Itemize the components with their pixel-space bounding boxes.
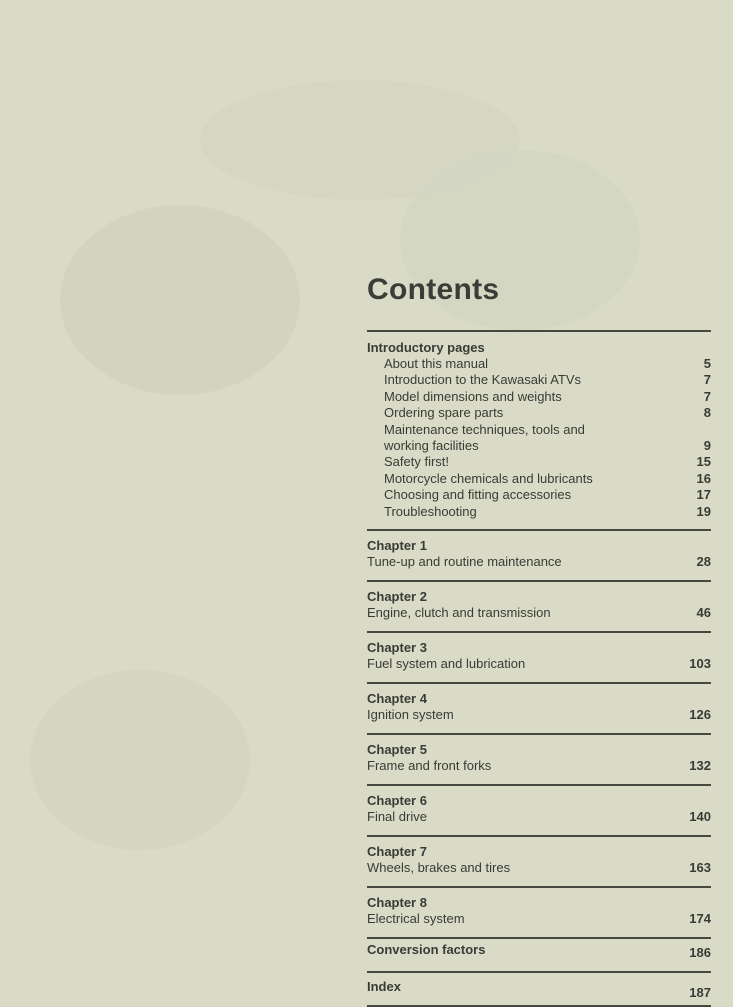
toc-entry-page: 7	[703, 388, 711, 404]
table-of-contents	[367, 330, 711, 1007]
toc-entry-label: Motorcycle chemicals and lubricants	[384, 470, 593, 486]
toc-entry[interactable]	[367, 372, 711, 388]
toc-entry-label: Safety first!	[384, 454, 450, 470]
toc-entry-label: Troubleshooting	[384, 503, 477, 519]
chapter-title: Chapter 7	[367, 844, 427, 860]
chapter-entry[interactable]	[367, 582, 711, 631]
conversion-factors-entry[interactable]	[367, 939, 711, 971]
chapter-subject: Wheels, brakes and tires	[367, 860, 511, 876]
toc-entry-page: 17	[696, 487, 711, 503]
chapter-subject: Engine, clutch and transmission	[367, 605, 551, 621]
chapter-subject: Fuel system and lubrication	[367, 656, 526, 672]
toc-entry-page: 5	[703, 356, 711, 371]
chapter-title: Chapter 8	[367, 895, 427, 911]
toc-entry-page: 19	[696, 503, 711, 519]
chapter-entry[interactable]	[367, 735, 711, 784]
page-title: Contents	[367, 273, 500, 306]
toc-entry[interactable]	[367, 389, 711, 405]
chapter-page: 126	[689, 707, 711, 723]
chapter-title: Chapter 6	[367, 793, 427, 809]
chapter-subject: Final drive	[367, 809, 427, 825]
index-label: Index	[367, 979, 401, 995]
toc-entry[interactable]	[367, 454, 711, 470]
toc-entry-label: About this manual	[384, 356, 489, 371]
toc-entry-page: 9	[703, 438, 711, 454]
conversion-factors-page: 186	[689, 945, 711, 961]
toc-entry-label: Model dimensions and weights	[384, 388, 562, 404]
toc-entry-label: Introduction to the Kawasaki ATVs	[384, 372, 582, 388]
chapter-page: 140	[689, 809, 711, 825]
toc-entry[interactable]	[367, 356, 711, 372]
chapter-page: 174	[689, 911, 711, 927]
chapter-page: 46	[696, 605, 711, 621]
toc-entry-label: Choosing and fitting accessories	[384, 487, 572, 503]
toc-entry-page: 7	[703, 372, 711, 388]
chapter-entry[interactable]	[367, 684, 711, 733]
chapter-title: Chapter 3	[367, 640, 427, 656]
intro-heading: Introductory pages	[367, 340, 485, 355]
chapter-entry[interactable]	[367, 888, 711, 937]
toc-entry-label: Maintenance techniques, tools and working facilities	[384, 421, 585, 454]
chapter-entry[interactable]	[367, 837, 711, 886]
chapter-title: Chapter 4	[367, 691, 427, 707]
index-page: 187	[689, 985, 711, 1001]
toc-entry-page: 15	[696, 454, 711, 470]
chapter-title: Chapter 2	[367, 589, 427, 605]
chapter-subject: Ignition system	[367, 707, 454, 723]
toc-entry-page: 16	[696, 470, 711, 486]
toc-entry[interactable]	[367, 504, 711, 520]
chapter-page: 163	[689, 860, 711, 876]
conversion-factors-label: Conversion factors	[367, 942, 486, 958]
toc-entry[interactable]	[367, 487, 711, 503]
toc-entry-page: 8	[703, 405, 711, 421]
chapter-entry[interactable]	[367, 786, 711, 835]
chapter-entry[interactable]	[367, 531, 711, 580]
chapter-title: Chapter 1	[367, 538, 427, 554]
chapter-entry[interactable]	[367, 633, 711, 682]
toc-entry-label: Ordering spare parts	[384, 405, 504, 421]
chapter-subject: Frame and front forks	[367, 758, 492, 774]
chapter-subject: Tune-up and routine maintenance	[367, 554, 562, 570]
chapter-title: Chapter 5	[367, 742, 427, 758]
chapter-page: 103	[689, 656, 711, 672]
toc-entry[interactable]	[367, 405, 711, 421]
chapter-page: 132	[689, 758, 711, 774]
toc-entry[interactable]	[367, 471, 711, 487]
toc-entry[interactable]	[367, 422, 711, 455]
chapter-page: 28	[696, 554, 711, 570]
intro-section	[367, 332, 711, 529]
chapter-subject: Electrical system	[367, 911, 465, 927]
index-entry[interactable]	[367, 973, 711, 1005]
